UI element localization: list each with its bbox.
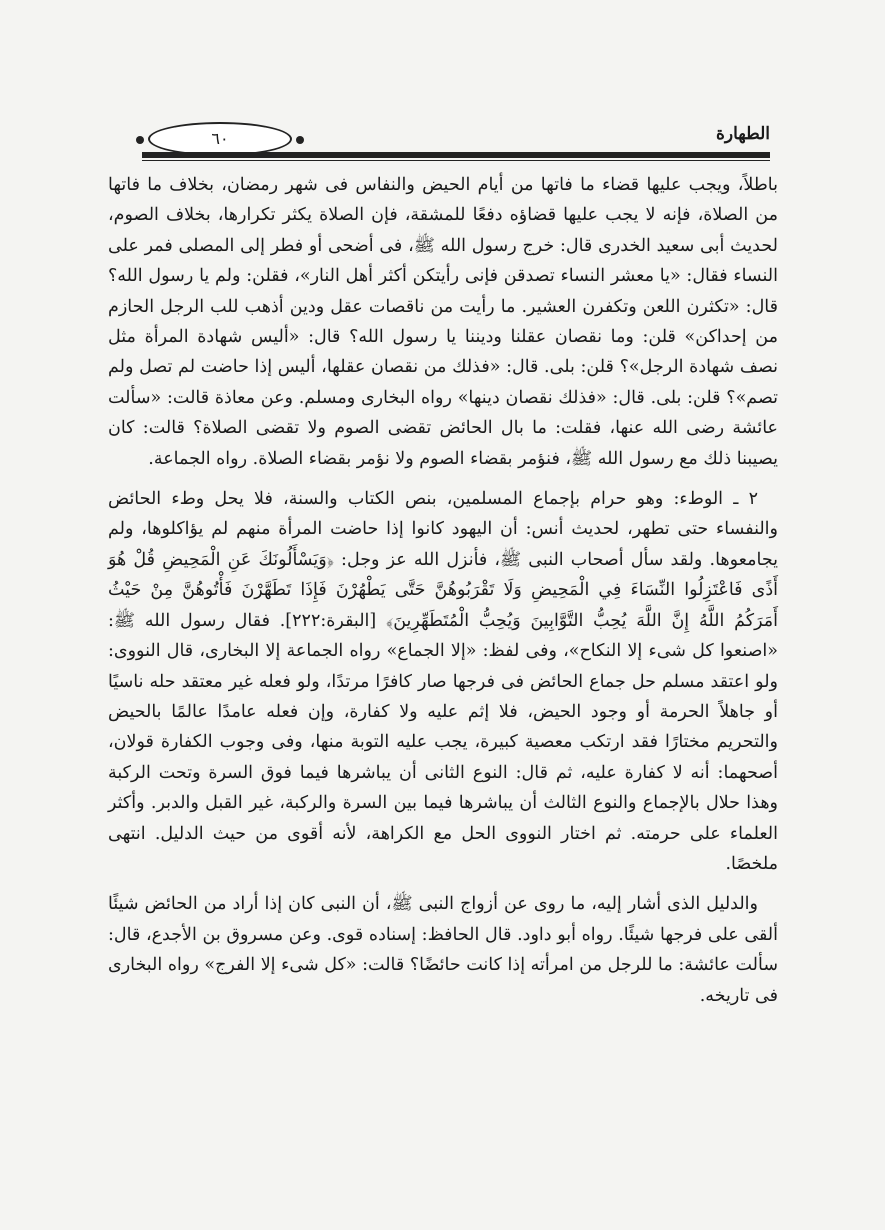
body-text bbox=[108, 170, 778, 1021]
page-number-badge bbox=[148, 122, 292, 156]
paragraph-2: ٢ ـ الوطء: وهو حرام بإجماع المسلمين، بنص الكتاب والسنة، فلا يحل وطء الحائض والنفساء حتى تطهر، لحديث أنس: أن اليهود كانوا إذا حاضت المرأة منهم لم يؤاكلوها، ولم يجامعوها. ولقد سأل أصحاب النبى ﷺ، فأنزل الله عز وجل: ﴿وَيَسْأَلُونَكَ عَنِ الْمَحِيضِ قُلْ هُوَ أَذًى فَاعْتَزِلُوا النِّسَاءَ فِي الْمَحِيضِ وَلَا تَقْرَبُوهُنَّ حَتَّى يَطْهُرْنَ فَإِذَا تَطَهَّرْنَ فَأْتُوهُنَّ مِنْ حَيْثُ أَمَرَكُمُ اللَّهُ إِنَّ اللَّهَ يُحِبُّ التَّوَّابِينَ وَيُحِبُّ الْمُتَطَهِّرِينَ﴾ [البقرة:٢٢٢]. فقال رسول الله ﷺ: «اصنعوا كل شىء إلا النكاح»، وفى لفظ: «إلا الجماع» رواه الجماعة إلا البخارى، قال النووى: ولو اعتقد مسلم حل جماع الحائض فى فرجها صار كافرًا مرتدًا، ولو فعله غير معتقد حله ناسيًا أو جاهلاً الحرمة أو وجود الحيض، فلا إثم عليه ولا كفارة، وإن فعله عامدًا عالمًا بالحيض والتحريم مختارًا فقد ارتكب معصية كبيرة، يجب عليه التوبة منها، وفى وجوب الكفارة قولان، أصحهما: أنه لا كفارة عليه، ثم قال: النوع الثانى أن يباشرها فيما فوق السرة وتحت الركبة وهذا حلال بالإجماع والنوع الثالث أن يباشرها فيما بين السرة والركبة، غير القبل والدبر. وأكثر العلماء على حرمته. ثم اختار النووى الحل مع الكراهة، لأنه أقوى من حيث الدليل. انتهى ملخصًا. bbox=[108, 489, 778, 874]
page-number: ٦٠ bbox=[211, 129, 229, 148]
running-title: الطهارة bbox=[716, 124, 770, 144]
header-rule-thin bbox=[142, 160, 770, 161]
paragraph-1: باطلاً، ويجب عليها قضاء ما فاتها من أيام الحيض والنفاس فى شهر رمضان، بخلاف ما فاتها من الصلاة، فإنه لا يجب عليها قضاؤه دفعًا للمشقة، فإن الصلاة يكثر تكرارها، بخلاف الصوم، لحديث أبى سعيد الخدرى قال: خرج رسول الله ﷺ، فى أضحى أو فطر إلى المصلى فمر على النساء فقال: «يا معشر النساء تصدقن فإنى رأيتكن أكثر أهل النار»، فقلن: ولم يا رسول الله؟ قال: «تكثرن اللعن وتكفرن العشير. ما رأيت من ناقصات عقل ودين أذهب للب الرجل الحازم من إحداكن» قلن: وما نقصان عقلنا وديننا يا رسول الله؟ قال: «أليس شهادة المرأة مثل نصف شهادة الرجل»؟ قلن: بلى. قال: «فذلك من نقصان عقلها، أليس إذا حاضت لم تصل ولم تصم»؟ قلن: بلى. قال: «فذلك نقصان دينها» رواه البخارى ومسلم. وعن معاذة قالت: «سألت عائشة رضى الله عنها، فقلت: ما بال الحائض تقضى الصوم ولا تقضى الصلاة؟ قالت: كان يصيبنا ذلك مع رسول الله ﷺ، فنؤمر بقضاء الصوم ولا نؤمر بقضاء الصلاة. رواه الجماعة. bbox=[108, 175, 778, 469]
paragraph-3: والدليل الذى أشار إليه، ما روى عن أزواج النبى ﷺ، أن النبى كان إذا أراد من الحائض شيئًا ألقى على فرجها شيئًا. رواه أبو داود. قال الحافظ: إسناده قوى. وعن مسروق بن الأجدع، قال: سألت عائشة: ما للرجل من امرأته إذا كانت حائضًا؟ قالت: «كل شىء إلا الفرج» رواه البخارى فى تاريخه. bbox=[108, 894, 778, 1006]
header-rule bbox=[142, 152, 770, 158]
